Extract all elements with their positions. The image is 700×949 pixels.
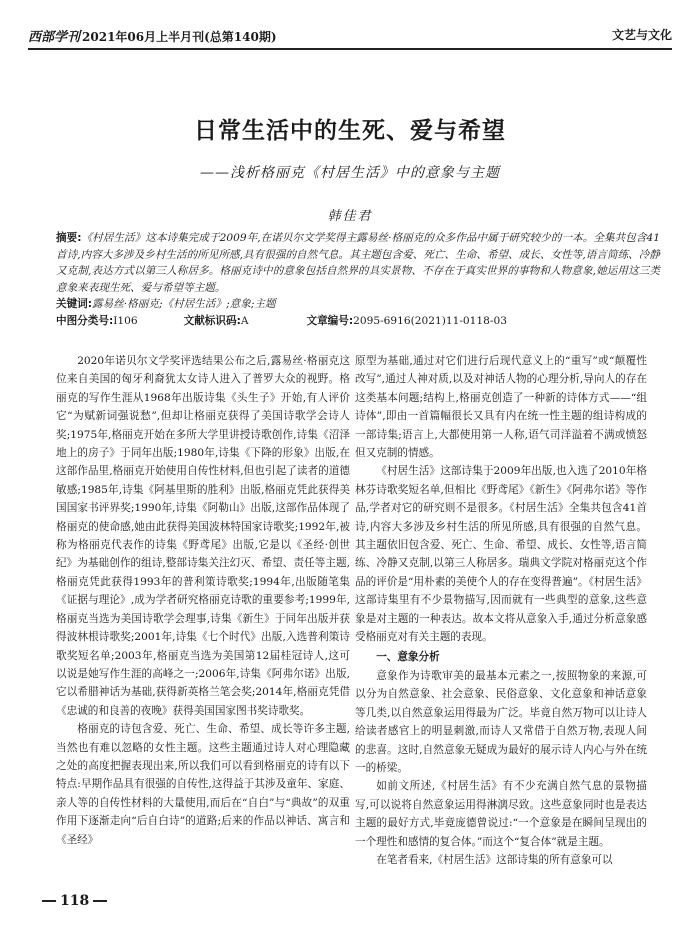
page-footer [38,893,111,909]
body-paragraph: 《村居生活》这部诗集于2009年出版,也入选了2010年格林芬诗歌奖短名单,但相比《野鸢尾》《新生》《阿弗尔诺》等作品,学者对它的研究则不是很多。《村居生活》全集共包含41首诗,内容大多涉及乡村生活的所见所感,具有很强的自然气息。其主题依旧包含爱、死亡、生命、希望、成长、女性等,语言简练、冷静又克制,以第三人称居多。瑞典文学院对格丽克这个作品的评价是“用朴素的美使个人的存在变得普遍”。《村居生活》这部诗集里有不少景物描写,因而就有一些典型的意象,这些意象是对主题的一种表达。故本文将从意象入手,通过分析意象感受格丽克对有关主题的表现。 [355,465,647,644]
body-paragraph: 在笔者看来,《村居生活》这部诗集的所有意象可以 [376,853,613,866]
doc-code [184,313,249,330]
right-column [355,352,647,869]
article-title: 日常生活中的生死、爱与希望 [194,117,506,144]
journal-logo: 西部学刊 [28,30,81,45]
page-header [28,20,672,50]
keywords-text: 露易丝·格丽克;《村居生活》;意象;主题 [92,298,276,310]
article-meta [56,313,660,330]
footer-dash-right [93,900,107,902]
journal-info [28,26,277,45]
abstract-label: 摘要: [56,232,82,244]
abstract-text: 《村居生活》这本诗集完成于2009年,在诺贝尔文学奖得主露易丝·格丽克的众多作品中属于研究较少的一本。全集共包含41首诗,内容大多涉及乡村生活的所见所感,具有很强的自然气息。其主题包含爱、死亡、生命、希望、成长、女性等,语言简练、冷静又克制,表达方式以第三人称居多。格丽克诗中的意象包括自然界的具实景物、不存在于真实世界的事物和人物意象,她运用这三类意象来表现生死、爱与希望等主题。 [56,232,661,294]
clc-value: I106 [113,314,138,327]
body-paragraph: 意象作为诗歌审美的最基本元素之一,按照物象的来源,可以分为自然意象、社会意象、民俗意象、文化意象和神话意象等几类,以自然意象运用得最为广泛。毕竟自然万物可以让诗人给读者感官上的明显刺激,而诗人又常借于自然万物,表现人间的悲喜。这时,自然意象无疑成为最好的展示诗人内心与外在统一的桥梁。 [355,669,647,774]
footer-dash-left [42,900,56,902]
section-name: 文艺与文化 [611,28,672,42]
clc-label: 中图分类号: [56,314,114,327]
issue-info: 2021年06月上半月刊(总第140期) [82,30,277,44]
clc-number [56,313,138,330]
body-paragraph: 2020年诺贝尔文学奖评选结果公布之后,露易丝·格丽克这位来自美国的匈牙利裔犹太女诗人进入了普罗大众的视野。格丽克的写作生涯从1968年出版诗集《头生子》开始,有人评价它“为赋新词强说愁”,但却让格丽克获得了美国诗歌学会诗人奖;1975年,格丽克开始在多所大学里讲授诗歌创作,诗集《沼泽地上的房子》于同年出版;1980年,诗集《下降的形象》出版,在这部作品里,格丽克开始使用自传性材料,但也引起了读者的道德敏感;1985年,诗集《阿基里斯的胜利》出版,格丽克凭此获得美国国家书评界奖;1990年,诗集《阿勒山》出版,这部作品体现了格丽克的使命感,她由此获得美国波林特国家诗歌奖;1992年,被称为格丽克代表作的诗集《野鸢尾》出版,它是以《圣经·创世纪》为基础创作的组诗,整部诗集关注幻灭、希望、责任等主题,格丽克凭此获得1993年的普利策诗歌奖;1994年,出版随笔集《证据与理论》,成为学者研究格丽克诗歌的重要参考;1999年,格丽克当选为美国诗歌学会理事,诗集《新生》于同年出版并获得波林根诗歌奖;2001年,诗集《七个时代》出版,入选普利策诗歌奖短名单;2003年,格丽克当选为美国第12届桂冠诗人,这可以说是她写作生涯的高峰之一;2006年,诗集《阿弗尔诺》出版,它以希腊神话为基础,获得新英格兰笔会奖;2014年,格丽克凭借《忠诚的和良善的夜晚》获得美国国家图书奖诗歌奖。 [56,355,350,717]
abstract [56,230,660,296]
body-paragraph: 格丽克的诗包含爱、死亡、生命、希望、成长等许多主题,当然也有难以忽略的女性主题。这些主题通过诗人对心理隐藏之处的高度把握表现出来,所以我们可以看到格丽克的诗有以下特点:早期作品具有很强的自传性,这得益于其涉及童年、家庭、亲人等的自传性材料的大量使用,而后在“自白”与“典故”的双重作用下逐渐走向“后自白诗”的道路;后来的作品以神话、寓言和《圣经》 [56,723,350,846]
article-number-label: 文章编号: [306,314,354,327]
section-heading: 一、意象分析 [376,650,440,663]
author-name: 韩佳君 [327,209,373,224]
doc-value: A [240,314,249,327]
left-column [56,352,350,849]
body-paragraph: 如前文所述,《村居生活》有不少充满自然气息的景物描写,可以说将自然意象运用得淋漓尽致。这些意象同时也是表达主题的最好方式,毕竟庞德曾说过:“一个意象是在瞬间呈现出的一个理性和感情的复合体。”而这个“复合体”就是主题。 [355,780,647,848]
body-paragraph: 原型为基础,通过对它们进行后现代意义上的“重写”或“颠覆性改写”,通过人神对质,以及对神话人物的心理分析,导向人的存在这类基本问题;结构上,格丽克创造了一种新的诗体方式——“组诗体”,即由一首篇幅很长又具有内在统一性主题的组诗构成的一部诗集;语言上,大都使用第一人称,语气司洋溢着不满或愤怒但又克制的情感。 [355,355,647,460]
article-subtitle: ——浅析格丽克《村居生活》中的意象与主题 [200,165,500,181]
keywords [56,296,660,313]
page-number: 118 [60,893,90,909]
abstract-block [56,230,660,329]
keywords-label: 关键词: [56,298,93,310]
article-number-value: 2095-6916(2021)11-0118-03 [353,314,507,327]
article-number [307,313,507,330]
doc-label: 文献标识码: [183,314,241,327]
